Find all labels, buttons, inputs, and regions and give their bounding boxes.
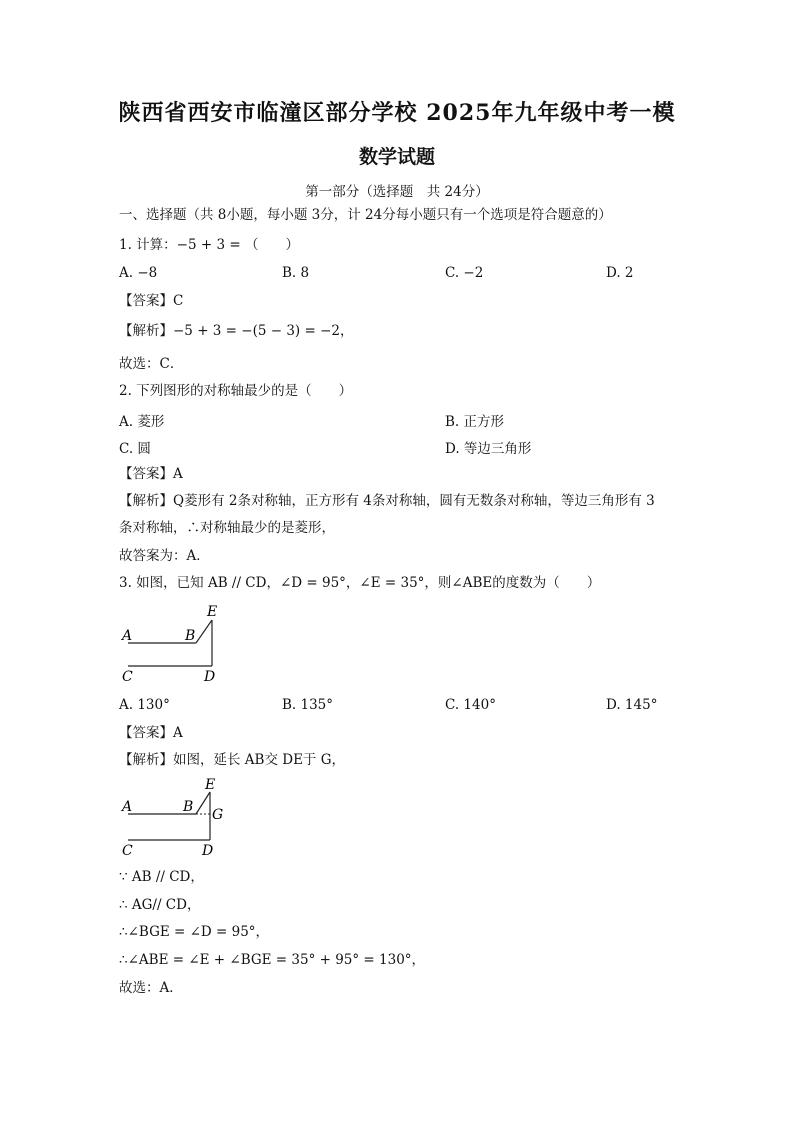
fig2-label-b: B <box>183 799 194 815</box>
q3-option-c: C. 140° <box>445 697 496 713</box>
q1-answer: 【答案】C <box>119 293 184 309</box>
q3-option-a: A. 130° <box>119 697 170 713</box>
q1-stem: 1. 计算：−5 + 3 = （ ） <box>119 237 299 253</box>
fig2-label-g: G <box>212 807 224 823</box>
q2-stem: 2. 下列图形的对称轴最少的是（ ） <box>119 383 353 399</box>
q2-option-c: C. 圆 <box>119 441 151 457</box>
fig2-label-c: C <box>122 843 133 859</box>
q3-analysis: 【解析】如图，延长 AB交 DE于 G， <box>119 752 346 768</box>
fig1-label-a: A <box>122 628 133 644</box>
fig1-label-b: B <box>185 628 196 644</box>
q3-solution-figure <box>118 774 228 860</box>
q3-option-d: D. 145° <box>606 697 658 713</box>
fig1-label-e: E <box>207 604 218 620</box>
q1-option-b: B. 8 <box>282 265 310 281</box>
fig1-label-d: D <box>204 669 216 685</box>
q3-step-2: ∴ AG// CD， <box>119 897 201 913</box>
q3-step-1: ∵ AB // CD， <box>119 869 204 885</box>
q2-answer: 【答案】A <box>119 466 183 482</box>
part-heading: 第一部分（选择题 共 24分） <box>305 184 489 200</box>
q3-step-4: ∴∠ABE = ∠E + ∠BGE = 35° + 95° = 130°， <box>119 952 426 968</box>
q2-option-a: A. 菱形 <box>119 414 165 430</box>
fig2-label-d: D <box>202 843 214 859</box>
page-title: 陕西省西安市临潼区部分学校 2025年九年级中考一模 <box>118 100 676 126</box>
q3-answer: 【答案】A <box>119 725 183 741</box>
q2-option-b: B. 正方形 <box>445 414 505 430</box>
q1-option-d: D. 2 <box>606 265 634 281</box>
q1-conclusion: 故选：C． <box>119 356 184 372</box>
q3-step-3: ∴∠BGE = ∠D = 95°， <box>119 924 270 940</box>
q2-analysis-line1: 【解析】Q菱形有 2条对称轴，正方形有 4条对称轴，圆有无数条对称轴，等边三角形有 3 <box>119 493 655 509</box>
section-heading: 一、选择题（共 8小题，每小题 3分，计 24分每小题只有一个选项是符合题意的） <box>119 207 612 223</box>
fig2-label-a: A <box>122 799 133 815</box>
q2-analysis-line2: 条对称轴，∴对称轴最少的是菱形， <box>119 520 335 536</box>
page-subtitle: 数学试题 <box>358 146 435 168</box>
q3-conclusion: 故选：A． <box>119 980 183 996</box>
fig1-label-c: C <box>122 669 133 685</box>
q1-option-a: A. −8 <box>119 265 158 281</box>
q3-stem: 3. 如图，已知 AB // CD，∠D = 95°，∠E = 35°，则∠ABE的度数为（ ） <box>119 575 601 591</box>
q1-option-c: C. −2 <box>445 265 484 281</box>
q3-figure <box>118 600 228 686</box>
q2-conclusion: 故答案为：A． <box>119 548 210 564</box>
fig2-label-e: E <box>205 777 216 793</box>
q1-analysis: 【解析】−5 + 3 = −(5 − 3) = −2， <box>119 323 354 339</box>
q3-option-b: B. 135° <box>282 697 334 713</box>
q2-option-d: D. 等边三角形 <box>445 441 532 457</box>
